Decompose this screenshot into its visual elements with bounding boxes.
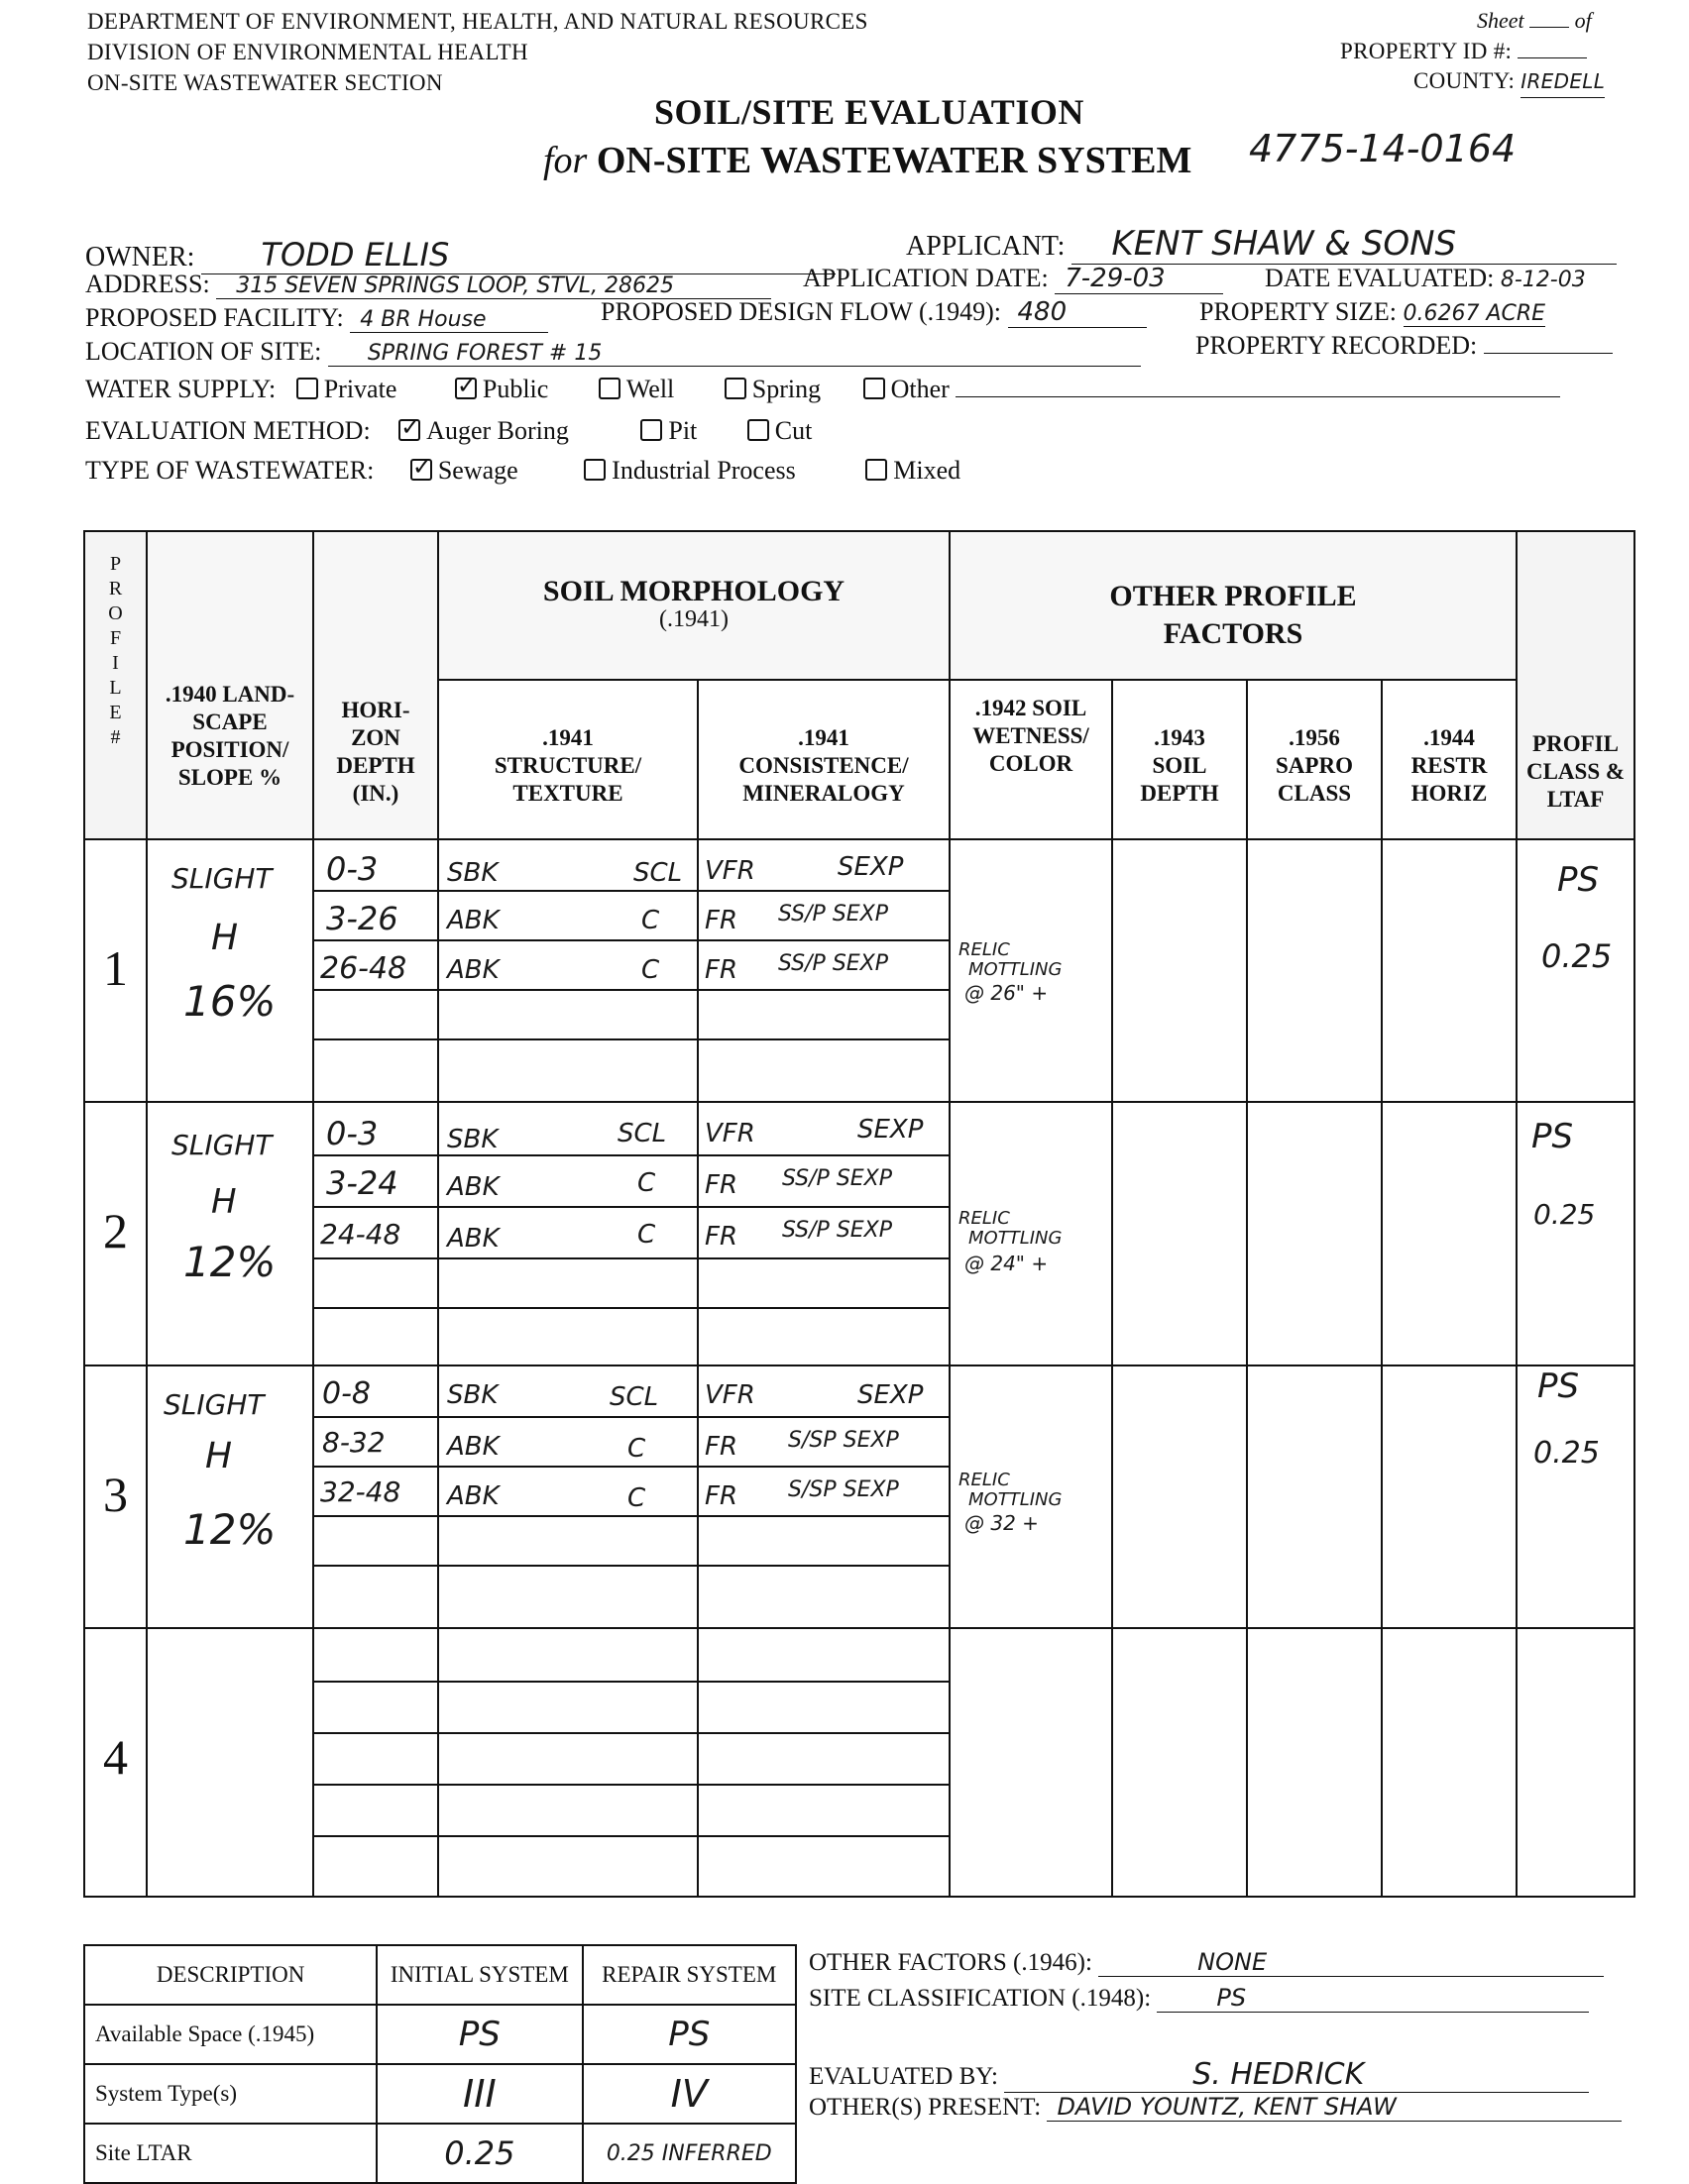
landscape-text: SLIGHT <box>171 1129 273 1162</box>
landscape-text: SLIGHT <box>171 861 273 895</box>
applicant-value[interactable]: KENT SHAW & SONS <box>1071 224 1617 265</box>
other-factors-value[interactable]: NONE <box>1098 1948 1604 1977</box>
title-for: for <box>543 140 588 181</box>
landscape-cell[interactable] <box>147 1365 313 1629</box>
repair-system-header: REPAIR SYSTEM <box>583 1945 796 2005</box>
site-ltar-label: Site LTAR <box>84 2124 377 2183</box>
texture-value: SCL <box>618 1119 667 1149</box>
water-private-option[interactable] <box>296 375 397 403</box>
property-size-field <box>1199 297 1545 327</box>
structure-value: SBK <box>447 1379 499 1410</box>
profile-class-cell[interactable] <box>1517 1365 1634 1629</box>
profile-class-header <box>1517 531 1634 839</box>
texture-value: C <box>637 1168 656 1199</box>
applicant-field <box>906 224 1617 265</box>
structure-value: ABK <box>447 1172 500 1203</box>
proposed-facility-field <box>85 303 548 333</box>
title-line2: ON-SITE WASTEWATER SYSTEM <box>596 140 1192 181</box>
mineralogy-value: SS/P SEXP <box>778 901 889 927</box>
texture-value: SCL <box>633 857 683 888</box>
other-factors-text: OTHER PROFILE FACTORS <box>1109 580 1357 650</box>
wetness-cell[interactable] <box>950 839 1112 1103</box>
landscape-text: 16% <box>183 976 277 1026</box>
profile-num-cell <box>84 1628 147 1897</box>
initial-system-header: INITIAL SYSTEM <box>377 1945 582 2005</box>
consistence-value: FR <box>705 1222 738 1253</box>
water-well-option[interactable] <box>599 375 674 403</box>
horizon-cell[interactable] <box>313 839 438 1103</box>
system-type-repair[interactable]: IV <box>583 2064 796 2124</box>
sewage-option[interactable] <box>410 456 518 485</box>
well-label: Well <box>625 375 675 403</box>
profile-num: 1 <box>103 939 128 996</box>
mineralogy-value: SEXP <box>838 851 904 882</box>
evaluation-method-label: EVALUATION METHOD: <box>85 416 371 445</box>
sapro-cell[interactable] <box>1247 839 1382 1103</box>
profile-class-cell[interactable] <box>1517 1628 1634 1897</box>
wastewater-type-label: TYPE OF WASTEWATER: <box>85 456 375 485</box>
division-line: DIVISION OF ENVIRONMENTAL HEALTH <box>87 40 528 64</box>
horizon-header-text: HORI- ZON DEPTH (IN.) <box>336 698 415 806</box>
horizon-cell[interactable] <box>313 1628 438 1897</box>
location-label: LOCATION OF SITE: <box>85 337 322 366</box>
soil-morphology-header <box>438 531 950 680</box>
location-value[interactable]: SPRING FOREST # 15 <box>328 341 1141 367</box>
description-header: DESCRIPTION <box>84 1945 377 2005</box>
consistence-value: VFR <box>705 1119 755 1149</box>
property-id-blank[interactable] <box>1518 57 1587 58</box>
consistence-header-text: .1941 CONSISTENCE/ MINERALOGY <box>738 725 909 807</box>
evaluated-by-label: EVALUATED BY: <box>809 2063 998 2090</box>
profile-row-1 <box>84 839 1634 1103</box>
structure-cell[interactable] <box>438 1365 698 1629</box>
mineralogy-value: S/SP SEXP <box>788 1476 899 1502</box>
horizon-cell[interactable] <box>313 1102 438 1365</box>
structure-value: ABK <box>447 1480 500 1511</box>
texture-value: C <box>627 1433 646 1464</box>
horizon-depth: 0-8 <box>322 1375 371 1411</box>
sheet-field <box>1477 8 1592 34</box>
public-label: Public <box>482 375 549 403</box>
other-water-blank[interactable] <box>956 396 1560 397</box>
design-flow-label: PROPOSED DESIGN FLOW (.1949): <box>601 297 1001 326</box>
horizon-depth: 8-32 <box>322 1425 386 1459</box>
county-label: COUNTY: <box>1413 68 1516 93</box>
applicant-label: APPLICANT: <box>906 231 1066 262</box>
address-value[interactable]: 315 SEVEN SPRINGS LOOP, STVL, 28625 <box>216 273 771 299</box>
wetness-text: MOTTLING <box>968 1228 1063 1250</box>
other-checkbox[interactable] <box>863 378 885 399</box>
wetness-cell[interactable] <box>950 1102 1112 1365</box>
site-classification-label: SITE CLASSIFICATION (.1948): <box>809 1985 1152 2012</box>
well-checkbox[interactable] <box>599 378 620 399</box>
landscape-cell[interactable] <box>147 1628 313 1897</box>
industrial-label: Industrial Process <box>612 456 796 485</box>
property-id-field <box>1340 36 1587 66</box>
proposed-facility-label: PROPOSED FACILITY: <box>85 303 344 332</box>
pit-label: Pit <box>668 416 698 445</box>
wetness-cell[interactable] <box>950 1628 1112 1897</box>
owner-value[interactable]: TODD ELLIS <box>201 236 836 274</box>
available-space-repair[interactable]: PS <box>583 2005 796 2064</box>
property-id-label: PROPERTY ID #: <box>1340 39 1513 63</box>
profile-num-cell <box>84 1102 147 1365</box>
structure-header-text: .1941 STRUCTURE/ TEXTURE <box>494 725 642 807</box>
other-label: Other <box>890 375 950 403</box>
date-evaluated-field <box>1265 264 1586 293</box>
horizon-depth: 3-24 <box>326 1164 398 1203</box>
profile-table <box>83 530 1635 1898</box>
structure-value: SBK <box>447 1125 499 1155</box>
landscape-text: 12% <box>183 1238 277 1287</box>
horizon-depth: 32-48 <box>320 1474 401 1508</box>
structure-value: ABK <box>447 1431 500 1462</box>
spring-checkbox[interactable] <box>725 378 746 399</box>
consistence-cell[interactable] <box>698 839 950 1103</box>
property-recorded-field <box>1195 331 1613 361</box>
wetness-header-text: .1942 SOIL WETNESS/ COLOR <box>972 696 1089 777</box>
structure-value: ABK <box>447 905 500 935</box>
address-label: ADDRESS: <box>85 270 210 298</box>
design-flow-value[interactable]: 480 <box>1008 297 1147 328</box>
other-factors-label: OTHER FACTORS (.1946): <box>809 1949 1092 1976</box>
structure-cell[interactable] <box>438 839 698 1103</box>
wetness-text: @ 32 + <box>964 1510 1039 1535</box>
dept-line: DEPARTMENT OF ENVIRONMENT, HEALTH, AND NATURAL RESOURCES <box>87 9 868 34</box>
profile-row-4 <box>84 1628 1634 1897</box>
water-supply-row <box>85 375 1632 404</box>
cut-label: Cut <box>774 416 813 445</box>
horizon-depth: 0-3 <box>326 1115 379 1153</box>
consistence-value: FR <box>705 954 738 985</box>
texture-value: C <box>637 1220 656 1251</box>
date-evaluated-label: DATE EVALUATED: <box>1265 264 1495 292</box>
mineralogy-value: SS/P SEXP <box>782 1166 893 1192</box>
system-summary-table <box>83 1944 797 2184</box>
soil-depth-cell[interactable] <box>1112 839 1247 1103</box>
restr-cell[interactable] <box>1382 1365 1517 1629</box>
mineralogy-value: SS/P SEXP <box>778 950 889 976</box>
soil-depth-cell[interactable] <box>1112 1102 1247 1365</box>
sapro-cell[interactable] <box>1247 1628 1382 1897</box>
consistence-value: VFR <box>705 855 755 886</box>
horizon-cell[interactable] <box>313 1365 438 1629</box>
site-ltar-repair[interactable]: 0.25 INFERRED <box>583 2124 796 2183</box>
design-flow-field <box>601 297 1147 328</box>
spring-label: Spring <box>751 375 822 403</box>
mixed-option[interactable] <box>865 456 960 485</box>
water-other-option[interactable] <box>863 375 950 403</box>
structure-header <box>438 680 698 838</box>
profile-class-cell[interactable] <box>1517 839 1634 1103</box>
available-space-initial[interactable]: PS <box>377 2005 582 2064</box>
landscape-header-text: .1940 LAND- SCAPE POSITION/ SLOPE % <box>165 682 295 790</box>
restr-header <box>1382 680 1517 838</box>
pit-checkbox[interactable] <box>640 419 662 441</box>
soil-depth-header <box>1112 680 1247 838</box>
consistence-cell[interactable] <box>698 1365 950 1629</box>
mixed-checkbox[interactable] <box>865 459 887 481</box>
landscape-text: H <box>211 917 239 958</box>
cut-checkbox[interactable] <box>747 419 769 441</box>
evaluation-method-row <box>85 416 812 446</box>
wetness-text: RELIC <box>958 1469 1010 1490</box>
sewage-checkbox[interactable] <box>410 459 432 481</box>
water-supply-label: WATER SUPPLY: <box>85 375 277 403</box>
pit-option[interactable] <box>640 416 697 445</box>
location-field <box>85 337 1141 367</box>
landscape-cell[interactable] <box>147 1102 313 1365</box>
auger-label: Auger Boring <box>426 416 569 445</box>
mixed-label: Mixed <box>893 456 961 485</box>
ltar-value: 0.25 <box>1533 1198 1596 1232</box>
horizon-header <box>313 531 438 839</box>
consistence-value: FR <box>705 1431 738 1462</box>
site-classification-value[interactable]: PS <box>1157 1984 1589 2013</box>
property-size-label: PROPERTY SIZE: <box>1199 297 1397 326</box>
address-field <box>85 270 771 299</box>
others-present-label: OTHER(S) PRESENT: <box>809 2094 1042 2121</box>
restr-header-text: .1944 RESTR HORIZ <box>1410 725 1488 807</box>
profile-row-2 <box>84 1102 1634 1365</box>
class-value: PS <box>1537 1365 1580 1406</box>
application-date-label: APPLICATION DATE: <box>803 264 1049 292</box>
consistence-value: VFR <box>705 1379 755 1410</box>
horizon-depth: 3-26 <box>326 899 398 937</box>
consistence-value: FR <box>705 1480 738 1511</box>
soil-depth-header-text: .1943 SOIL DEPTH <box>1140 725 1219 807</box>
water-public-option[interactable] <box>455 375 548 403</box>
landscape-header <box>147 531 313 839</box>
evaluated-by-field <box>809 2057 1589 2093</box>
profile-num-header <box>84 531 147 839</box>
landscape-text: 12% <box>183 1504 277 1554</box>
form-title: SOIL/SITE EVALUATION <box>654 92 1084 132</box>
texture-value: C <box>641 954 660 985</box>
landscape-text: H <box>205 1435 233 1476</box>
sapro-header-text: .1956 SAPRO CLASS <box>1276 725 1353 807</box>
structure-value: ABK <box>447 954 500 985</box>
consistence-header <box>698 680 950 838</box>
available-space-label: Available Space (.1945) <box>84 2005 377 2064</box>
sheet-label: Sheet <box>1477 8 1524 33</box>
landscape-cell[interactable] <box>147 839 313 1103</box>
texture-value: SCL <box>610 1381 659 1412</box>
horizon-depth: 26-48 <box>320 950 407 986</box>
ltar-value: 0.25 <box>1541 936 1613 975</box>
structure-cell[interactable] <box>438 1628 698 1897</box>
soil-depth-cell[interactable] <box>1112 1628 1247 1897</box>
wetness-text: MOTTLING <box>968 958 1063 980</box>
of-label: of <box>1574 8 1592 33</box>
form-subtitle <box>543 139 1191 182</box>
section-line: ON-SITE WASTEWATER SECTION <box>87 70 443 95</box>
profile-num: 2 <box>103 1203 128 1259</box>
date-evaluated-value[interactable]: 8-12-03 <box>1500 268 1586 292</box>
profile-num: 4 <box>103 1729 128 1786</box>
other-factors-field <box>809 1948 1604 1977</box>
site-classification-field <box>809 1984 1589 2013</box>
owner-label: OWNER: <box>85 242 195 273</box>
wetness-text: @ 26" + <box>964 980 1049 1005</box>
county-field <box>1413 65 1605 98</box>
wetness-text: RELIC <box>958 938 1010 960</box>
property-number: 4775-14-0164 <box>1249 127 1517 170</box>
wetness-header <box>950 680 1112 838</box>
consistence-cell[interactable] <box>698 1102 950 1365</box>
private-label: Private <box>323 375 397 403</box>
mineralogy-value: SEXP <box>857 1115 924 1146</box>
public-checkbox[interactable] <box>455 378 477 399</box>
proposed-facility-value[interactable]: 4 BR House <box>350 307 548 333</box>
application-date-value[interactable]: 7-29-03 <box>1055 264 1223 294</box>
system-type-initial[interactable]: III <box>377 2064 582 2124</box>
sapro-header <box>1247 680 1382 838</box>
cut-option[interactable] <box>747 416 813 445</box>
auger-checkbox[interactable] <box>398 419 420 441</box>
mineralogy-value: S/SP SEXP <box>788 1427 899 1453</box>
class-value: PS <box>1531 1117 1574 1157</box>
texture-value: C <box>641 905 660 935</box>
consistence-value: FR <box>705 1170 738 1201</box>
soil-depth-cell[interactable] <box>1112 1365 1247 1629</box>
property-recorded-blank[interactable] <box>1484 353 1613 354</box>
wetness-text: RELIC <box>958 1208 1010 1230</box>
profile-num-cell <box>84 839 147 1103</box>
application-date-field <box>803 264 1223 294</box>
profile-row-3 <box>84 1365 1634 1629</box>
restr-cell[interactable] <box>1382 1628 1517 1897</box>
horizon-depth: 24-48 <box>320 1218 401 1252</box>
horizon-depth: 0-3 <box>326 849 379 888</box>
sheet-number-blank[interactable] <box>1529 27 1569 28</box>
soil-morphology-text: SOIL MORPHOLOGY <box>542 575 845 607</box>
sapro-cell[interactable] <box>1247 1102 1382 1365</box>
water-spring-option[interactable] <box>725 375 821 403</box>
property-recorded-label: PROPERTY RECORDED: <box>1195 331 1478 360</box>
profile-class-text: PROFIL CLASS & LTAF <box>1525 731 1626 812</box>
mineralogy-value: SEXP <box>857 1379 924 1410</box>
industrial-option[interactable] <box>584 456 796 485</box>
landscape-text: SLIGHT <box>164 1387 265 1421</box>
wetness-text: MOTTLING <box>968 1488 1063 1510</box>
private-checkbox[interactable] <box>296 378 318 399</box>
consistence-value: FR <box>705 905 738 935</box>
landscape-text: H <box>211 1182 237 1223</box>
consistence-cell[interactable] <box>698 1628 950 1897</box>
class-value: PS <box>1557 859 1600 900</box>
evaluated-by-value[interactable]: S. HEDRICK <box>1004 2057 1589 2093</box>
auger-option[interactable] <box>398 416 569 445</box>
industrial-checkbox[interactable] <box>584 459 606 481</box>
others-present-field <box>809 2093 1622 2122</box>
wastewater-type-row <box>85 456 960 486</box>
soil-morphology-sub: (.1941) <box>659 606 729 632</box>
restr-cell[interactable] <box>1382 839 1517 1103</box>
profile-num: 3 <box>103 1466 128 1522</box>
structure-value: SBK <box>447 857 499 888</box>
county-value[interactable]: IREDELL <box>1520 66 1605 98</box>
structure-cell[interactable] <box>438 1102 698 1365</box>
profile-class-cell[interactable] <box>1517 1102 1634 1365</box>
sapro-cell[interactable] <box>1247 1365 1382 1629</box>
profile-num-cell <box>84 1365 147 1629</box>
restr-cell[interactable] <box>1382 1102 1517 1365</box>
other-factors-header <box>950 531 1517 680</box>
others-present-value[interactable]: DAVID YOUNTZ, KENT SHAW <box>1047 2093 1622 2122</box>
system-type-label: System Type(s) <box>84 2064 377 2124</box>
wetness-text: @ 24" + <box>964 1252 1049 1276</box>
profile-num-header-text: P R O F I L E # <box>108 553 123 748</box>
wetness-cell[interactable] <box>950 1365 1112 1629</box>
texture-value: C <box>627 1482 646 1513</box>
sewage-label: Sewage <box>437 456 518 485</box>
property-size-value[interactable]: 0.6267 ACRE <box>1403 301 1546 326</box>
mineralogy-value: SS/P SEXP <box>782 1218 893 1244</box>
ltar-value: 0.25 <box>1533 1435 1600 1471</box>
department-header <box>87 6 868 98</box>
site-ltar-initial[interactable]: 0.25 <box>377 2124 582 2183</box>
structure-value: ABK <box>447 1224 500 1255</box>
